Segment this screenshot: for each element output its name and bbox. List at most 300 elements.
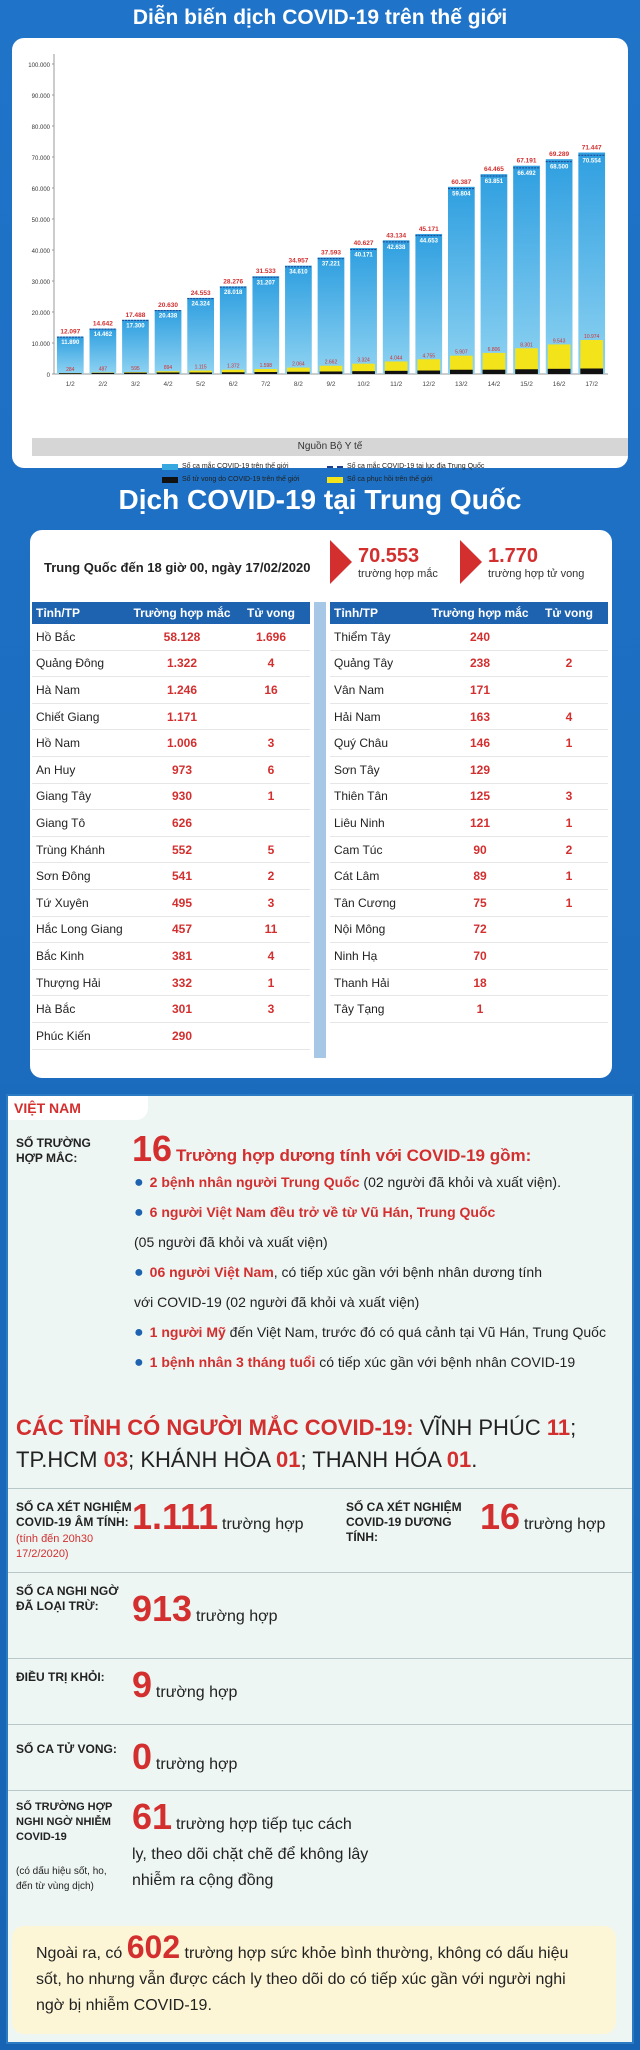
data-label-world: 31.533	[255, 268, 276, 276]
data-label-world: 45.171	[418, 225, 439, 233]
header-province: Tỉnh/TP	[334, 606, 378, 620]
row-cases: 129	[469, 762, 491, 777]
x-tick-label: 15/2	[520, 381, 533, 388]
vn-dead-line	[132, 1736, 237, 1778]
row-deaths: 1	[565, 895, 573, 910]
row-cases: 58.128	[163, 629, 201, 644]
legend-world	[162, 463, 327, 470]
vn-susp-text1: trường hợp tiếp tục cách	[175, 1816, 352, 1833]
table-row	[32, 996, 310, 1023]
prov-end: .	[471, 1447, 478, 1472]
separator	[8, 1790, 632, 1791]
b3-rest: , có tiếp xúc gần với bệnh nhân dương tính	[273, 1264, 543, 1280]
row-cases: 1	[476, 1002, 484, 1017]
row-cases: 301	[171, 1002, 193, 1017]
data-label-world: 71.447	[581, 144, 602, 152]
row-province: An Huy	[36, 762, 76, 777]
data-label-world: 24.553	[190, 289, 211, 297]
row-cases: 332	[171, 975, 193, 990]
x-tick-label: 4/2	[163, 381, 173, 388]
row-deaths: 11	[264, 922, 278, 937]
data-label-recovered: 4.755	[422, 353, 436, 360]
data-label-recovered: 1.115	[194, 364, 207, 371]
table-row	[330, 784, 608, 811]
row-province: Hắc Long Giang	[36, 922, 123, 937]
bar-deaths	[580, 369, 603, 374]
table-row	[32, 970, 310, 997]
row-cases: 18	[473, 975, 487, 990]
bar-deaths	[124, 373, 147, 374]
china-cases-label: trường hợp mắc	[358, 567, 438, 580]
data-label-world: 43.134	[386, 232, 407, 240]
vn-bullet-2	[134, 1204, 495, 1222]
vietnam-panel	[6, 1094, 634, 2044]
data-label-recovered: 1.372	[226, 363, 240, 370]
row-cases: 70	[473, 948, 487, 963]
data-label-recovered: 9.543	[552, 338, 566, 345]
y-tick-label: 50.000	[31, 218, 50, 224]
data-label-mainland: 14.462	[93, 332, 113, 339]
world-chart-card	[12, 38, 628, 483]
vn-susp-text2: ly, theo dõi chặt chẽ để không lây	[132, 1846, 369, 1863]
row-province: Quảng Tây	[334, 656, 394, 671]
table-divider	[314, 602, 326, 1058]
data-label-mainland: 20.438	[158, 313, 178, 320]
row-deaths: 1	[565, 815, 573, 830]
data-label-mainland: 17.300	[126, 323, 145, 330]
bullet-icon: ●	[134, 1204, 144, 1221]
y-tick-label: 0	[46, 373, 50, 379]
note-pre: Ngoài ra, có	[36, 1945, 127, 1962]
data-label-mainland: 28.018	[224, 290, 243, 297]
x-tick-label: 3/2	[130, 381, 140, 388]
x-tick-label: 5/2	[196, 381, 206, 388]
data-label-mainland: 44.653	[419, 238, 438, 245]
data-label-mainland: 24.324	[191, 301, 210, 308]
vn-susp-note: (có dấu hiệu sốt, ho, đến từ vùng dịch)	[16, 1866, 107, 1892]
vn-bullet-5	[134, 1354, 575, 1372]
row-province: Cam Túc	[334, 842, 383, 857]
vn-susp-label: SỐ TRƯỜNG HỢP NGHI NGỜ NHIỄM COVID-19	[16, 1801, 113, 1843]
y-tick-label: 90.000	[31, 94, 50, 100]
table-row	[32, 1023, 310, 1050]
legend-deaths-swatch	[162, 477, 178, 483]
row-province: Cát Lâm	[334, 869, 380, 884]
row-province: Trùng Khánh	[36, 842, 105, 857]
x-tick-label: 13/2	[455, 381, 468, 388]
row-province: Quảng Đông	[36, 656, 105, 671]
row-province: Thượng Hải	[36, 975, 101, 990]
table-row	[330, 837, 608, 864]
data-label-recovered: 2.662	[324, 359, 338, 366]
table-row	[32, 704, 310, 731]
bar-deaths	[450, 370, 473, 374]
table-row	[32, 624, 310, 651]
bar-world	[350, 248, 377, 374]
data-label-mainland: 31.207	[256, 280, 276, 287]
row-province: Nội Mông	[334, 922, 386, 937]
vn-ruled-line	[132, 1588, 277, 1630]
vn-dead-unit: trường hợp	[155, 1756, 238, 1773]
vn-neg-label: SỐ CA XÉT NGHIỆM COVID-19 ÂM TÍNH:	[16, 1500, 132, 1529]
prov-kh: ; KHÁNH HÒA	[128, 1447, 277, 1472]
bar-world	[252, 276, 279, 374]
vn-dead-label: SỐ CA TỬ VONG:	[16, 1742, 117, 1756]
header-province: Tỉnh/TP	[36, 606, 80, 620]
bar-deaths	[59, 373, 82, 374]
y-tick-label: 80.000	[31, 125, 50, 131]
table-row	[32, 917, 310, 944]
table-row	[330, 624, 608, 651]
header-cases: Trường hợp mắc	[431, 606, 529, 620]
vn-ruled-num: 913	[132, 1588, 193, 1629]
header-deaths: Tử vong	[544, 606, 594, 620]
table-row	[330, 970, 608, 997]
vn-cases-line	[132, 1128, 531, 1170]
b3-red: 06 người Việt Nam	[149, 1264, 274, 1280]
vn-bullet-1	[134, 1174, 561, 1192]
row-deaths: 5	[267, 842, 275, 857]
x-tick-label: 1/2	[65, 381, 75, 388]
legend-world-label: Số ca mắc COVID-19 trên thế giới	[182, 463, 289, 470]
vn-cases-label: SỐ TRƯỜNG HỢP MẮC:	[16, 1136, 91, 1165]
x-tick-label: 12/2	[422, 381, 436, 388]
data-label-recovered: 6.806	[487, 346, 501, 353]
row-cases: 121	[469, 815, 491, 830]
row-cases: 90	[473, 842, 487, 857]
legend-recovered-swatch	[327, 477, 343, 483]
data-label-recovered: 894	[163, 365, 173, 372]
bar-deaths	[352, 371, 375, 374]
row-province: Hồ Nam	[36, 736, 81, 751]
table-row	[330, 704, 608, 731]
legend-deaths	[162, 476, 327, 483]
table-row	[330, 863, 608, 890]
vn-susp-text3: nhiễm ra cộng đồng	[132, 1872, 274, 1889]
separator	[8, 1724, 632, 1725]
vn-cured-label: ĐIỀU TRỊ KHỎI:	[16, 1670, 105, 1684]
row-province: Ninh Hạ	[334, 948, 378, 963]
separator	[8, 1488, 632, 1489]
vn-bullet-3	[134, 1264, 542, 1282]
table-row	[330, 730, 608, 757]
row-deaths: 2	[565, 842, 573, 857]
vn-cured-line	[132, 1664, 237, 1706]
row-cases: 1.246	[166, 682, 198, 697]
table-row	[330, 810, 608, 837]
x-tick-label: 6/2	[228, 381, 238, 388]
bar-world	[448, 187, 475, 374]
data-label-mainland: 59.804	[452, 191, 471, 198]
y-tick-label: 100.000	[28, 63, 50, 69]
data-label-mainland: 68.500	[549, 164, 569, 171]
row-cases: 930	[171, 789, 193, 804]
row-province: Giang Tô	[36, 815, 86, 830]
bar-deaths	[385, 371, 408, 374]
row-province: Hà Bắc	[36, 1002, 76, 1017]
row-deaths: 3	[267, 736, 275, 751]
table-header	[32, 602, 310, 624]
legend-mainland	[327, 463, 492, 470]
prov-vp: VĨNH PHÚC	[413, 1415, 547, 1440]
data-label-mainland: 40.171	[354, 252, 373, 259]
row-cases: 125	[469, 789, 491, 804]
vn-provinces	[16, 1412, 626, 1476]
row-deaths: 2	[565, 656, 573, 671]
source-note: Nguồn Bộ Y tế	[32, 438, 628, 456]
data-label-world: 12.097	[60, 328, 81, 336]
data-label-recovered: 284	[66, 367, 75, 374]
bar-deaths	[515, 369, 538, 374]
x-tick-label: 8/2	[293, 381, 303, 388]
table-row	[32, 730, 310, 757]
data-label-mainland: 11.890	[61, 340, 80, 347]
arrow-icon	[330, 540, 352, 584]
bullet-icon: ●	[134, 1174, 144, 1191]
x-tick-label: 14/2	[487, 381, 501, 388]
data-label-world: 60.387	[451, 178, 472, 186]
row-province: Giang Tây	[36, 789, 92, 804]
vn-cured-unit: trường hợp	[155, 1684, 238, 1701]
arrow-icon	[460, 540, 482, 584]
row-cases: 89	[473, 869, 487, 884]
row-cases: 457	[171, 922, 193, 937]
row-deaths: 6	[267, 762, 275, 777]
bar-deaths	[189, 372, 212, 374]
data-label-world: 14.642	[92, 320, 113, 328]
china-table-right	[330, 602, 608, 1023]
x-tick-label: 17/2	[585, 381, 599, 388]
x-tick-label: 7/2	[261, 381, 271, 388]
y-tick-label: 60.000	[31, 187, 50, 193]
china-date: Trung Quốc đến 18 giờ 00, ngày 17/02/2020	[44, 560, 311, 575]
b1-rest: (02 người đã khỏi và xuất viện).	[359, 1174, 561, 1190]
row-cases: 171	[469, 682, 491, 697]
vn-note	[12, 1926, 616, 2034]
table-row	[330, 651, 608, 678]
bullet-icon: ●	[134, 1264, 144, 1281]
vn-ruled-label: SỐ CA NGHI NGỜ ĐÃ LOẠI TRỪ:	[16, 1584, 119, 1613]
row-province: Bắc Kinh	[36, 948, 85, 963]
row-deaths: 16	[264, 682, 278, 697]
row-province: Thiên Tân	[334, 789, 388, 804]
row-province: Phúc Kiến	[36, 1028, 91, 1043]
row-province: Thiểm Tây	[334, 629, 391, 644]
row-province: Quý Châu	[334, 736, 389, 751]
table-row	[330, 757, 608, 784]
vn-neg-unit: trường hợp	[222, 1516, 304, 1533]
table-row	[330, 917, 608, 944]
table-row	[32, 837, 310, 864]
row-cases: 1.322	[166, 656, 198, 671]
prov-hcm-n: 03	[103, 1447, 129, 1472]
x-tick-label: 16/2	[552, 381, 566, 388]
data-label-world: 67.191	[516, 157, 537, 165]
row-deaths: 1	[565, 869, 573, 884]
vn-susp-num: 61	[132, 1796, 173, 1837]
bar-deaths	[483, 370, 506, 374]
data-label-recovered: 595	[131, 366, 140, 373]
bar-deaths	[254, 372, 277, 374]
row-cases: 146	[469, 736, 491, 751]
row-cases: 541	[171, 869, 193, 884]
b5-red: 1 bệnh nhân 3 tháng tuổi	[149, 1354, 316, 1370]
bar-deaths	[548, 369, 571, 374]
data-label-mainland: 66.492	[517, 170, 536, 177]
prov-hcm: ; TP.HCM	[16, 1415, 577, 1472]
b1-red: 2 bệnh nhân người Trung Quốc	[149, 1174, 360, 1190]
row-cases: 75	[473, 895, 487, 910]
table-row	[32, 651, 310, 678]
data-label-world: 28.276	[223, 278, 244, 286]
data-label-recovered: 1.598	[259, 363, 273, 370]
y-tick-label: 20.000	[31, 311, 50, 317]
table-row	[330, 996, 608, 1023]
note-post: trường hợp sức khỏe bình thường, không có dấu hiệu sốt, ho nhưng vẫn được cách ly theo dõi do có tiếp xúc gần với người nghi ngờ bị nhiễm COVID-19.	[36, 1945, 569, 2014]
b2-red: 6 người Việt Nam đều trở về từ Vũ Hán, Trung Quốc	[149, 1204, 496, 1220]
data-label-mainland: 42.638	[386, 244, 406, 251]
note-num: 602	[126, 1929, 181, 1965]
vn-pos-num: 16	[480, 1496, 521, 1537]
row-province: Tây Tạng	[334, 1002, 385, 1017]
bar-deaths	[92, 373, 115, 374]
china-card	[30, 530, 612, 1078]
vn-bullet-3-note: với COVID-19 (02 người đã khỏi và xuất viện)	[134, 1294, 420, 1310]
china-cases-num: 70.553	[358, 544, 420, 567]
data-label-mainland: 34.610	[289, 269, 308, 276]
legend-recovered-label: Số ca phục hồi trên thế giới	[347, 476, 433, 483]
vietnam-tag: VIỆT NAM	[8, 1096, 148, 1120]
table-row	[32, 810, 310, 837]
row-deaths: 1	[267, 789, 275, 804]
data-label-world: 64.465	[483, 166, 504, 174]
prov-vp-n: 11	[546, 1415, 571, 1440]
table-row	[32, 677, 310, 704]
bar-world	[187, 298, 214, 374]
row-cases: 72	[473, 922, 487, 937]
vn-neg-num: 1.111	[132, 1496, 219, 1537]
vn-susp-line	[132, 1796, 352, 1838]
x-tick-label: 2/2	[98, 381, 108, 388]
table-row	[330, 943, 608, 970]
row-province: Thanh Hải	[334, 975, 390, 990]
row-deaths: 4	[267, 948, 275, 963]
prov-th-n: 01	[446, 1447, 472, 1472]
x-tick-label: 9/2	[326, 381, 336, 388]
china-table-left	[32, 602, 310, 1050]
header-cases: Trường hợp mắc	[133, 606, 231, 620]
data-label-recovered: 3.324	[357, 357, 370, 364]
row-province: Sơn Đông	[36, 869, 91, 884]
data-label-recovered: 4.044	[389, 355, 403, 362]
row-deaths: 1	[267, 975, 275, 990]
vn-pos-label: SỐ CA XÉT NGHIỆM COVID-19 DƯƠNG TÍNH:	[346, 1500, 462, 1544]
data-label-world: 40.627	[353, 240, 374, 248]
data-label-world: 69.289	[549, 151, 570, 159]
y-tick-label: 40.000	[31, 249, 50, 255]
legend-mainland-label: Số ca mắc COVID-19 tại lục địa Trung Quốc	[347, 463, 485, 470]
row-deaths: 1.696	[255, 629, 287, 644]
data-label-recovered: 5.907	[455, 349, 468, 356]
row-province: Hải Nam	[334, 709, 381, 724]
row-cases: 240	[469, 629, 491, 644]
row-cases: 1.171	[166, 709, 198, 724]
bar-deaths	[222, 372, 245, 374]
row-cases: 238	[469, 656, 491, 671]
row-cases: 381	[171, 948, 193, 963]
row-cases: 163	[469, 709, 491, 724]
prov-th: ; THANH HÓA	[300, 1447, 447, 1472]
data-label-recovered: 8.301	[520, 342, 533, 349]
row-deaths: 3	[267, 895, 275, 910]
row-deaths: 3	[565, 789, 573, 804]
row-province: Liêu Ninh	[334, 815, 385, 830]
bar-world	[383, 240, 410, 374]
table-header	[330, 602, 608, 624]
row-deaths: 1	[565, 736, 573, 751]
separator	[8, 1572, 632, 1573]
y-tick-label: 70.000	[31, 156, 50, 162]
data-label-mainland: 63.851	[484, 179, 504, 186]
b4-red: 1 người Mỹ	[149, 1324, 226, 1340]
data-label-world: 34.957	[288, 257, 309, 265]
prov-kh-n: 01	[276, 1447, 301, 1472]
vn-bullet-2-note: (05 người đã khỏi và xuất viện)	[134, 1234, 328, 1250]
legend-deaths-label: Số tử vong do COVID-19 trên thế giới	[182, 476, 300, 483]
data-label-mainland: 37.221	[321, 261, 341, 268]
bar-world	[285, 266, 312, 374]
b5-rest: có tiếp xúc gần với bệnh nhân COVID-19	[315, 1354, 576, 1370]
x-tick-label: 10/2	[357, 381, 370, 388]
bullet-icon: ●	[134, 1354, 144, 1371]
row-province: Hồ Bắc	[36, 629, 76, 644]
legend-mainland-swatch	[327, 466, 343, 468]
data-label-recovered: 487	[98, 366, 108, 373]
row-deaths: 4	[267, 656, 275, 671]
row-province: Sơn Tây	[334, 762, 380, 777]
vn-dead-num: 0	[132, 1736, 153, 1777]
vn-pos-line	[480, 1496, 605, 1538]
y-tick-label: 10.000	[31, 342, 50, 348]
header-deaths: Tử vong	[246, 606, 296, 620]
china-title: Dịch COVID-19 tại Trung Quốc	[118, 484, 522, 515]
row-province: Chiết Giang	[36, 709, 100, 724]
vn-cases-num: 16	[132, 1128, 173, 1169]
data-label-recovered: 2.064	[292, 361, 305, 368]
row-cases: 495	[171, 895, 193, 910]
china-deaths-stat	[460, 540, 584, 584]
table-row	[32, 863, 310, 890]
separator	[8, 1658, 632, 1659]
vn-bullet-4	[134, 1324, 606, 1342]
bar-deaths	[157, 372, 180, 374]
row-deaths: 4	[565, 709, 573, 724]
bar-deaths	[287, 372, 310, 374]
china-deaths-label: trường hợp tử vong	[488, 567, 585, 580]
prov-head: CÁC TỈNH CÓ NGƯỜI MẮC COVID-19:	[16, 1415, 414, 1440]
data-label-mainland: 70.554	[582, 158, 601, 165]
row-cases: 1.006	[166, 736, 198, 751]
row-cases: 626	[171, 815, 193, 830]
data-label-world: 17.488	[125, 311, 146, 319]
row-cases: 552	[171, 842, 193, 857]
vn-cured-num: 9	[132, 1664, 153, 1705]
table-row	[32, 784, 310, 811]
row-province: Tứ Xuyên	[36, 895, 89, 910]
vn-neg-note: (tính đến 20h30 17/2/2020)	[16, 1533, 94, 1560]
row-province: Tân Cương	[334, 895, 396, 910]
row-deaths: 3	[267, 1002, 275, 1017]
